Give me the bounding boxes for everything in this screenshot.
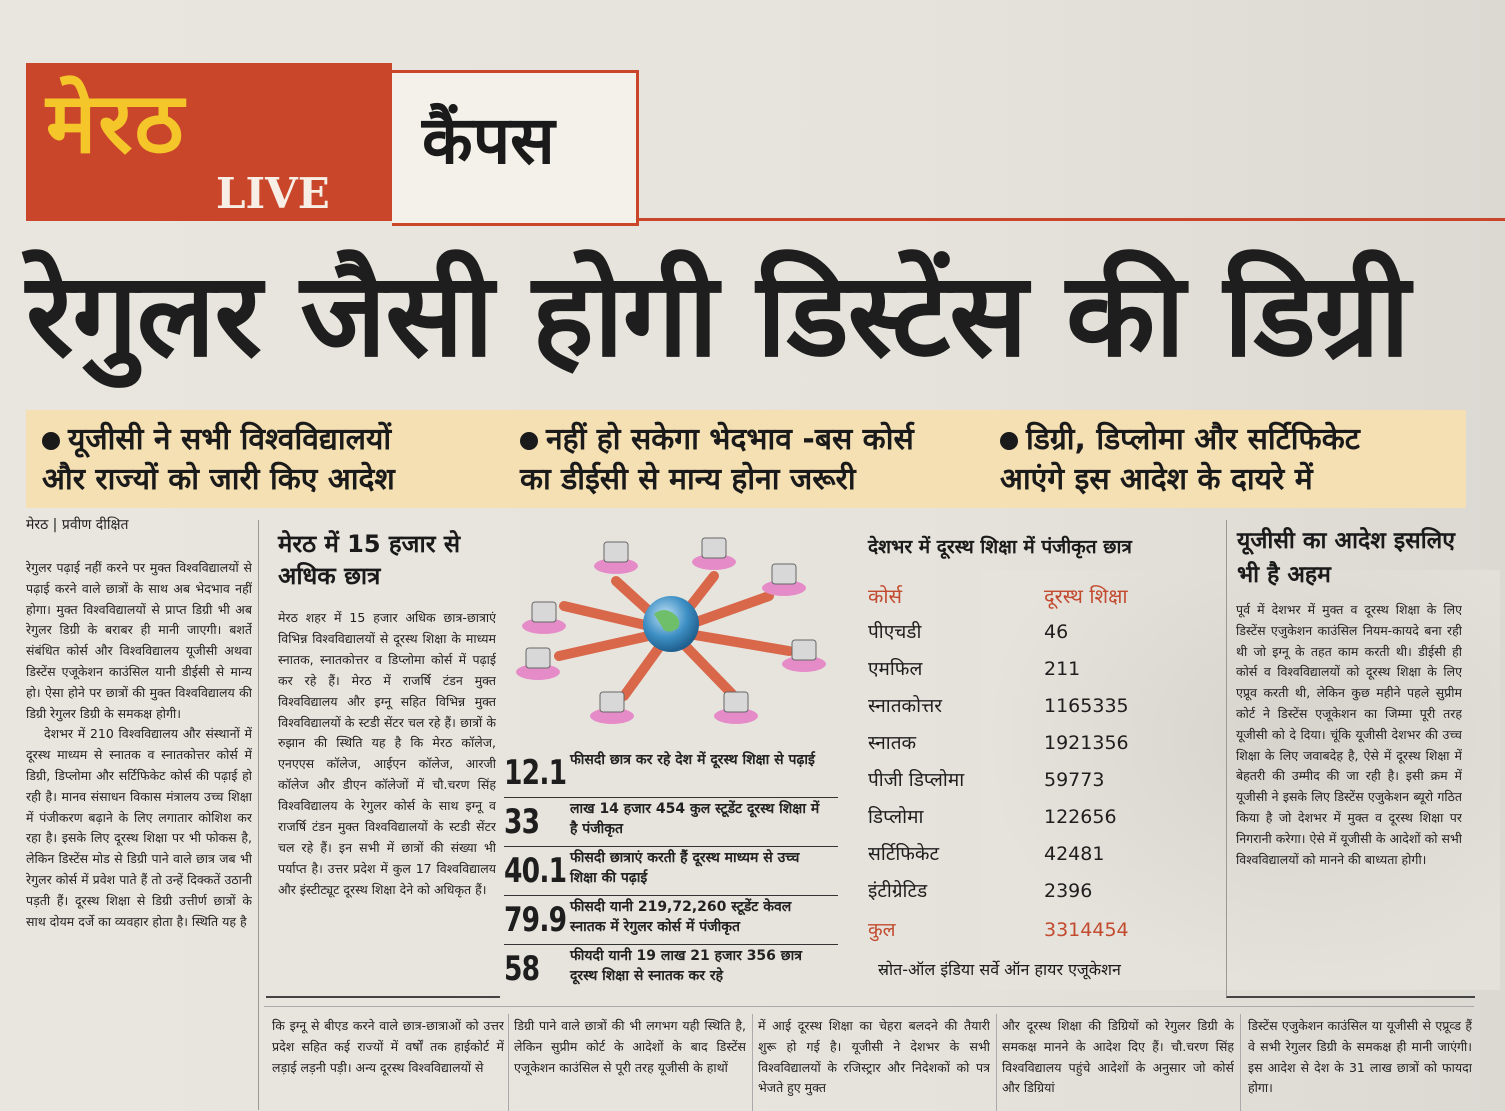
stat-number: 79.9 (504, 900, 567, 940)
stat-text: फीसदी छात्राएं करती हैं दूरस्थ माध्यम से उच्च शिक्षा की पढ़ाई (570, 850, 800, 886)
highlight-item: नहीं हो सकेगा भेदभाव -बस कोर्स का डीईसी से मान्य होना जरूरी (520, 422, 914, 497)
continuation-column: में आई दूरस्थ शिक्षा का चेहरा बलदने की तैयारी शुरू हो गई है। यूजीसी ने देशभर के सभी विश्वविद्यालयों के रजिस्ट्रार और निदेशकों को पत्र भेजते हुए मुक्त (758, 1018, 990, 1096)
table-row: सर्टिफिकेट 42481 (868, 843, 1105, 865)
table-row: स्नातक 1921356 (868, 732, 1129, 754)
continuation-column: डिग्री पाने वाले छात्रों की भी लगभग यही स्थिति है, लेकिन सुप्रीम कोर्ट के आदेशों के बाद डिस्टेंस एजूकेशन काउंसिल से पूरी तरह यूजीसी के हाथों (514, 1018, 746, 1075)
masthead-live: LIVE (216, 169, 330, 218)
column-divider (1240, 1014, 1241, 1111)
bullet-icon (520, 432, 538, 450)
stat-text: फीयदी यानी 19 लाख 21 हजार 356 छात्र दूरस्थ शिक्षा से स्नातक कर रहे (570, 948, 802, 984)
story-paragraph: देशभर में 210 विश्वविद्यालय और संस्थानों में दूरस्थ माध्यम से स्नातक व स्नातकोत्तर कोर्स में डिग्री, डिप्लोमा और सर्टिफिकेट कोर्स की पढ़ाई हो रही है। मानव संसाधन विकास मंत्रालय उच्च शिक्षा में पंजीकरण बढ़ाने के लिए लगातार कोशिश कर रहा है। इसके लिए दूरस्थ शिक्षा पर भी फोकस है, लेकिन डिस्टेंस मोड से डिग्री पाने वाले छात्र जब भी रेगुलर कोर्स में प्रवेश पाते हैं तो उन्हें दिक्कतें उठानी पड़ती हैं। दूरस्थ शिक्षा से डिग्री उत्तीर्ण छात्रों के साथ दोयम दर्जे का व्यवहार होता है। स्थिति यह है (26, 726, 252, 929)
bullet-icon (42, 432, 60, 450)
meerut-sidebar-title: मेरठ में 15 हजार से अधिक छात्र (278, 530, 461, 590)
table-header-cell: कोर्स (868, 584, 903, 608)
continuation-column: और दूरस्थ शिक्षा की डिग्रियों को रेगुलर डिग्री के समकक्ष मानने के आदेश दिए हैं। चौ.चरण सिंह विश्वविद्यालय पहुंचे आदेशों के अनुसार जो कोर्स और डिग्रियां (1002, 1018, 1234, 1096)
table-title: देशभर में दूरस्थ शिक्षा में पंजीकृत छात्र (868, 536, 1132, 558)
network-illustration-icon (504, 526, 838, 748)
network-graphic (504, 526, 838, 748)
stat-row (504, 797, 838, 847)
story-paragraph: रेगुलर पढ़ाई नहीं करने पर मुक्त विश्वविद्यालयों से पढ़ाई करने वाले छात्रों के साथ अब भेदभाव नहीं होगा। मुक्त विश्वविद्यालयों से प्राप्त डिग्री भी अब रेगुलर डिग्री के बराबर ही मानी जाएगी। बशर्ते संबंधित कोर्स और विश्वविद्यालय यूजीसी अथवा डिस्टेंस एजूकेशन काउंसिल यानी डीईसी से मान्य हो। ऐसा होने पर छात्रों की मुक्त विश्वविद्यालय की डिग्री रेगुलर डिग्री के समकक्ष होगी। (26, 560, 252, 721)
highlights-band (26, 410, 1466, 508)
stat-row (504, 748, 838, 798)
table-row: स्नातकोत्तर 1165335 (868, 695, 1129, 717)
headline: रेगुलर जैसी होगी डिस्टेंस की डिग्री (26, 248, 1410, 383)
stat-row (504, 895, 838, 945)
stat-text: फीसदी यानी 219,72,260 स्टूडेंट केवल स्नातक में रेगुलर कोर्स में पंजीकृत (570, 899, 792, 935)
column-divider (996, 1014, 997, 1111)
table-row: इंटीग्रेटिड 2396 (868, 880, 1093, 902)
stat-text: लाख 14 हजार 454 कुल स्टूडेंट दूरस्थ शिक्षा में है पंजीकृत (570, 801, 820, 837)
highlight-item: डिग्री, डिप्लोमा और सर्टिफिकेट आएंगे इस आदेश के दायरे में (1000, 422, 1360, 497)
enrollment-table (858, 526, 1222, 992)
table-total-row: कुल 3314454 (868, 919, 1129, 941)
highlight-item: यूजीसी ने सभी विश्वविद्यालयों और राज्यों को जारी किए आदेश (42, 422, 395, 497)
bottom-divider (264, 1006, 1474, 1007)
stats-list (504, 748, 838, 994)
masthead-logo (26, 63, 392, 221)
stat-row (504, 846, 838, 896)
masthead-rule (636, 218, 1505, 221)
continuation-column: कि इग्नू से बीएड करने वाले छात्र-छात्राओं को उत्तर प्रदेश सहित कई राज्यों में वर्षों तक हाईकोर्ट में लड़ाई लड़नी पड़ी। अन्य दूरस्थ विश्वविद्यालयों से (272, 1018, 504, 1075)
column-divider (258, 520, 259, 1110)
stat-number: 58 (504, 949, 540, 989)
stat-text: फीसदी छात्र कर रहे देश में दूरस्थ शिक्षा से पढ़ाई (570, 752, 815, 768)
stat-row (504, 944, 838, 993)
column-divider (752, 1014, 753, 1111)
meerut-sidebar-text: मेरठ शहर में 15 हजार अधिक छात्र-छात्राएं विभिन्न विश्वविद्यालयों से दूरस्थ शिक्षा के माध्यम स्नातक, स्नातकोत्तर व डिप्लोमा कोर्स में पढ़ाई कर रहे हैं। मेरठ में राजर्षि टंडन मुक्त विश्वविद्यालय और इग्नू सहित विभिन्न मुक्त विश्वविद्यालयों के स्टडी सेंटर चल रहे हैं। छात्रों के रुझान की स्थिति यह है कि मेरठ कॉलेज, एनएएस कॉलेज, आईएन कॉलेज, आरजी कॉलेज और डीएन कॉलेजों में चौ.चरण सिंह विश्वविद्यालय के रेगुलर कोर्स के साथ इग्नू व राजर्षि टंडन मुक्त विश्वविद्यालयों के स्टडी सेंटर चल रहे हैं। इन सभी में छात्रों की संख्या भी पर्याप्त है। उत्तर प्रदेश में कुल 17 विश्वविद्यालय और इंस्टीट्यूट दूरस्थ शिक्षा देने को अधिकृत हैं। (278, 610, 496, 897)
table-row: डिप्लोमा 122656 (868, 806, 1117, 828)
table-header-cell: दूरस्थ शिक्षा (1044, 584, 1128, 608)
ugc-sidebar-title: यूजीसी का आदेश इसलिए भी है अहम (1237, 528, 1455, 588)
bullet-icon (1000, 432, 1018, 450)
table-row: एमफिल 211 (868, 658, 1081, 680)
table-row: पीएचडी 46 (868, 621, 1069, 643)
stat-number: 12.1 (504, 753, 567, 793)
stat-number: 40.1 (504, 851, 567, 891)
ugc-sidebar-text: पूर्व में देशभर में मुक्त व दूरस्थ शिक्षा के लिए डिस्टेंस एजुकेशन काउंसिल नियम-कायदे बना रही थी जो इग्नू के तहत काम करती थी। डीईसी ही कोर्स व विश्वविद्यालयों को दूरस्थ शिक्षा के लिए एप्रूव करती थी, लेकिन कुछ महीने पहले सुप्रीम कोर्ट ने डिस्टेंस एजूकेशन का जिम्मा पूरी तरह यूजीसी को दे दिया। चूंकि यूजीसी देशभर की उच्च शिक्षा के लिए जवाबदेह है, ऐसे में दूरस्थ शिक्षा में बेहतरी की उम्मीद की जा रही है। इसी क्रम में यूजीसी ने इसके लिए डिस्टेंस एजुकेशन ब्यूरो गठित किया है जो देशभर में मुक्त व दूरस्थ शिक्षा पर निगरानी करेगा। ऐसे में यूजीसी के आदेशों को सभी विश्वविद्यालयों को मानने की बाध्यता होगी। (1236, 602, 1462, 867)
stat-number: 33 (504, 802, 540, 842)
table-source: स्रोत-ऑल इंडिया सर्वे ऑन हायर एजूकेशन (878, 960, 1121, 979)
column-divider (508, 1014, 509, 1111)
byline: मेरठ | प्रवीण दीक्षित (26, 517, 129, 533)
table-header-row (868, 578, 1218, 614)
continuation-column: डिस्टेंस एजुकेशन काउंसिल या यूजीसी से एप्रूव्ड हैं वे सभी रेगुलर डिग्री के समकक्ष ही मानी जाएंगी। इस आदेश से देश के 31 लाख छात्रों को फायदा होगा। (1248, 1018, 1472, 1096)
table-row: पीजी डिप्लोमा 59773 (868, 769, 1105, 791)
masthead-title: मेरठ (46, 73, 186, 172)
section-label-box (392, 70, 639, 226)
section-label: कैंपस (422, 102, 555, 179)
main-story-column (26, 558, 252, 1106)
